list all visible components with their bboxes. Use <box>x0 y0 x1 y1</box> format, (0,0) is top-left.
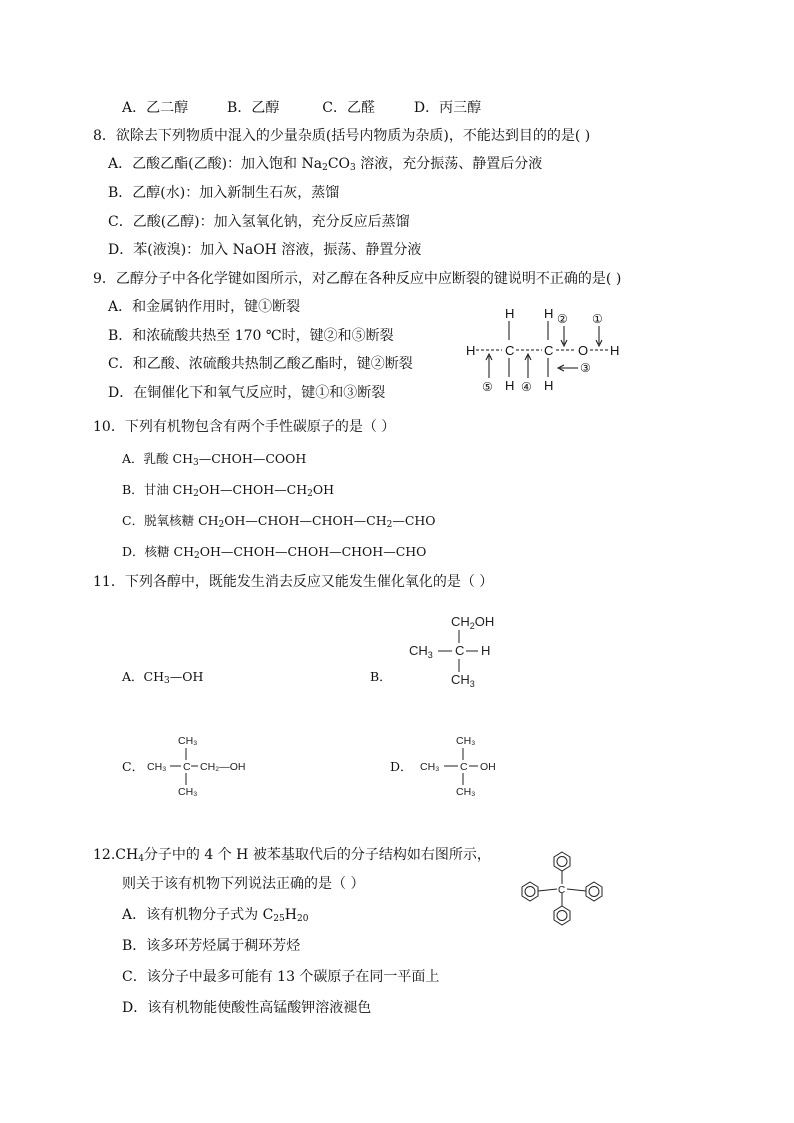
svg-text:CH₃: CH₃ <box>178 786 198 798</box>
q8-option-a: A．乙酸乙酯(乙酸)：加入饱和 $Na_2CO_3$ 溶液，充分振荡、静置后分液 <box>108 156 543 173</box>
q11-structure-d <box>418 733 508 799</box>
svg-text:CH3: $CH_3$ <box>409 643 433 660</box>
svg-text:CH₂—OH: CH₂—OH <box>200 761 246 773</box>
svg-text:CH₃: CH₃ <box>456 735 476 747</box>
svg-text:OH: OH <box>480 761 496 773</box>
q7-options <box>122 98 481 118</box>
q11-option-c-key: C． <box>122 759 145 774</box>
svg-text:C: C <box>183 761 191 773</box>
bond-label-5: ⑤ <box>482 380 493 394</box>
q10-option-c: C．脱氧核糖 $CH_2OH—CHOH—CHOH—CH_2—CHO$ <box>122 513 436 530</box>
svg-text:CH₃: CH₃ <box>420 761 440 773</box>
svg-text:C: C <box>558 885 566 896</box>
q9-option-c: C．和乙酸、浓硫酸共热制乙酸乙酯时，键②断裂 <box>108 356 413 372</box>
q7-option-d: D．丙三醇 <box>413 100 482 116</box>
svg-text:CH2OH: $CH_2OH$ <box>451 614 495 631</box>
atom-h-bottom-1: H <box>505 378 515 393</box>
q8-stem: 8．欲除去下列物质中混入的少量杂质(括号内物质为杂质)，不能达到目的的是( ) <box>93 128 591 144</box>
atom-h-top-2: H <box>544 306 554 321</box>
ethanol-bond-diagram <box>460 300 630 404</box>
atom-o: O <box>578 343 589 358</box>
q8-option-b: B．乙醇(水)：加入新制生石灰，蒸馏 <box>108 185 340 201</box>
atom-h-right: H <box>610 343 620 358</box>
q11-option-a: A．$CH_3—OH$ <box>122 669 204 686</box>
atom-c-2: C <box>544 343 554 358</box>
q11-structure-c <box>145 733 265 799</box>
q9-stem: 9．乙醇分子中各化学键如图所示，对乙醇在各种反应中应断裂的键说明不正确的是( ) <box>93 271 622 287</box>
q10-stem: 10．下列有机物包含有两个手性碳原子的是（ ） <box>93 419 396 435</box>
q11-stem: 11．下列各醇中，既能发生消去反应又能发生催化氧化的是（ ） <box>93 574 494 590</box>
svg-text:C: C <box>455 643 465 658</box>
atom-c-1: C <box>505 343 515 358</box>
atom-h-bottom-2: H <box>544 378 554 393</box>
tetraphenylmethane-diagram <box>512 848 612 930</box>
q10-option-b: B．甘油 $CH_2OH—CHOH—CH_2OH$ <box>122 482 334 499</box>
q12-stem-2: 则关于该有机物下列说法正确的是（ ） <box>122 876 365 892</box>
bond-label-2: ② <box>557 312 568 326</box>
q9-option-b: B．和浓硫酸共热至 170 ℃时，键②和⑤断裂 <box>108 328 394 344</box>
bond-label-4: ④ <box>521 380 532 394</box>
svg-text:H: H <box>481 643 491 658</box>
q9-option-a: A．和金属钠作用时，键①断裂 <box>108 299 301 315</box>
q12-option-a: A．该有机物分子式为 $C_{25}H_{20}$ <box>122 907 309 924</box>
q12-option-d: D．该有机物能使酸性高锰酸钾溶液褪色 <box>122 1000 372 1016</box>
q8-option-c: C．乙酸(乙醇)：加入氢氧化钠，充分反应后蒸馏 <box>108 214 410 230</box>
atom-h-top-1: H <box>505 306 515 321</box>
q7-option-c: C．乙醛 <box>322 100 375 116</box>
q12-stem: $12.CH_4$分子中的 4 个 H 被苯基取代后的分子结构如右图所示， <box>93 847 491 864</box>
svg-text:CH3: $CH_3$ <box>451 672 475 689</box>
q7-option-b: B．乙醇 <box>227 100 280 116</box>
q12-option-b: B．该多环芳烃属于稠环芳烃 <box>122 938 301 954</box>
q9-option-d: D．在铜催化下和氧气反应时，键①和③断裂 <box>108 385 386 401</box>
q11-option-d-key: D． <box>390 759 413 774</box>
bond-label-1: ① <box>592 312 603 326</box>
q10-option-d: D．核糖 $CH_2OH—CHOH—CHOH—CHOH—CHO$ <box>122 544 427 561</box>
q10-option-a: A．乳酸 $CH_3—CHOH—COOH$ <box>122 451 307 468</box>
q11-structure-b <box>405 610 515 690</box>
atom-h-left: H <box>466 343 476 358</box>
q8-option-d: D．苯(液溴)：加入 NaOH 溶液，振荡、静置分液 <box>108 242 422 258</box>
svg-text:CH₃: CH₃ <box>456 786 476 798</box>
svg-text:C: C <box>460 761 468 773</box>
bond-label-3: ③ <box>580 361 591 375</box>
svg-text:CH₃: CH₃ <box>147 761 167 773</box>
q12-option-c: C．该分子中最多可能有 13 个碳原子在同一平面上 <box>122 969 440 985</box>
q11-option-b-key: B． <box>370 669 392 684</box>
svg-text:CH₃: CH₃ <box>178 735 198 747</box>
q7-option-a: A．乙二醇 <box>122 100 189 116</box>
